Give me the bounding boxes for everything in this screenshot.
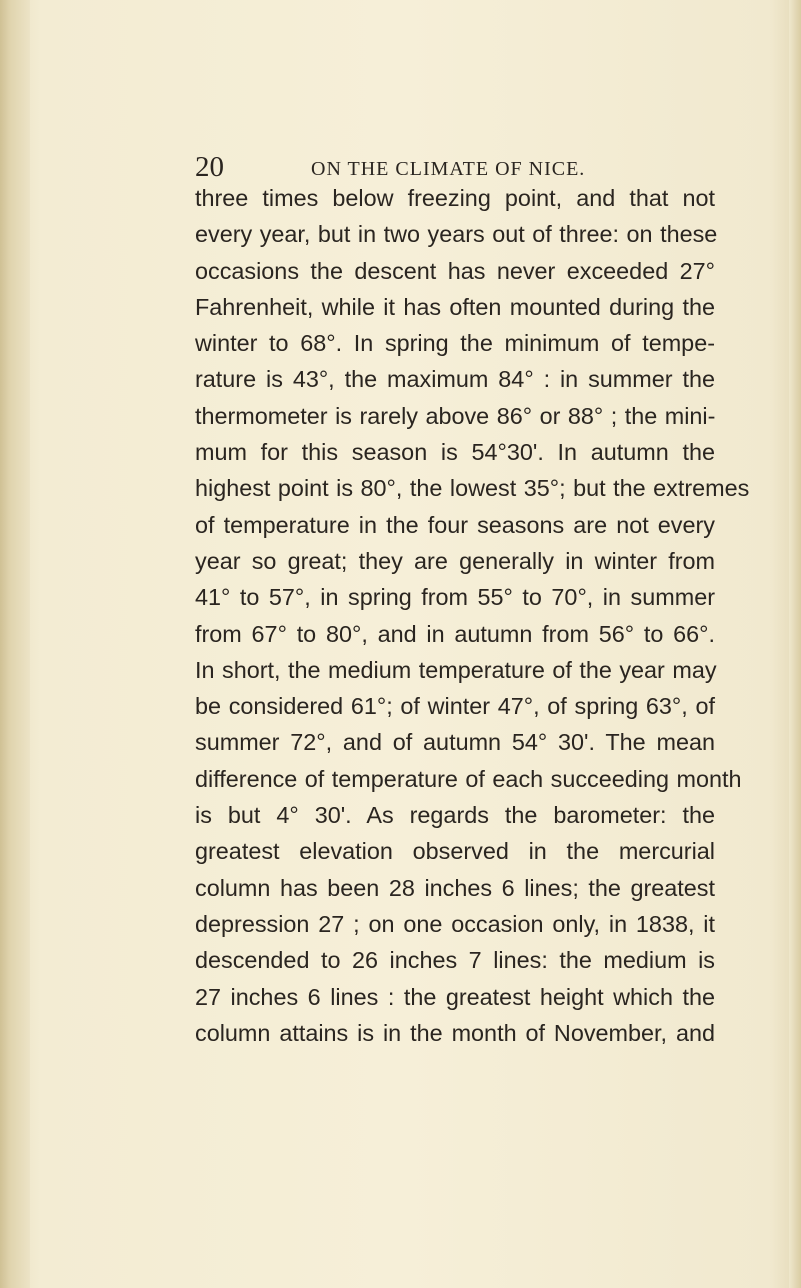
text-line: greatest elevation observed in the mercurial bbox=[195, 838, 715, 865]
text-line: highest point is 80°, the lowest 35°; but the extremes bbox=[195, 475, 750, 502]
text-line: 41° to 57°, in spring from 55° to 70°, in summer bbox=[195, 584, 715, 611]
text-line: column attains is in the month of November, and bbox=[195, 1019, 715, 1046]
text-line: depression 27 ; on one occasion only, in 1838, it bbox=[195, 910, 715, 937]
text-line: rature is 43°, the maximum 84° : in summer the bbox=[195, 366, 715, 393]
page-edge bbox=[789, 0, 801, 1288]
text-line: winter to 68°. In spring the minimum of tempe- bbox=[195, 330, 715, 357]
text-line: three times below freezing point, and that not bbox=[195, 185, 715, 211]
text-line: mum for this season is 54°30'. In autumn the bbox=[195, 439, 715, 466]
text-line: thermometer is rarely above 86° or 88° ; the mini- bbox=[195, 402, 716, 429]
text-line: summer 72°, and of autumn 54° 30'. The mean bbox=[195, 729, 715, 756]
text-line: column has been 28 inches 6 lines; the greatest bbox=[195, 874, 715, 901]
running-head: ON THE CLIMATE OF NICE. bbox=[311, 158, 586, 180]
text-line: of temperature in the four seasons are not every bbox=[195, 511, 715, 538]
text-line: occasions the descent has never exceeded 27° bbox=[195, 257, 715, 284]
body-text bbox=[195, 180, 750, 1051]
page-header bbox=[195, 152, 615, 182]
text-line: 27 inches 6 lines : the greatest height which the bbox=[195, 983, 715, 1010]
text-line: year so great; they are generally in winter from bbox=[195, 547, 715, 574]
text-line: difference of temperature of each succeeding month bbox=[195, 765, 742, 792]
text-line: from 67° to 80°, and in autumn from 56° to 66°. bbox=[195, 620, 715, 647]
text-line: descended to 26 inches 7 lines: the medium is bbox=[195, 947, 715, 974]
text-line: is but 4° 30'. As regards the barometer: the bbox=[195, 802, 715, 829]
text-line: every year, but in two years out of three: on these bbox=[195, 221, 718, 248]
text-line: In short, the medium temperature of the year may bbox=[195, 656, 717, 683]
page-number: 20 bbox=[195, 151, 224, 183]
text-line: Fahrenheit, while it has often mounted during the bbox=[195, 293, 715, 320]
binding-edge bbox=[0, 0, 30, 1288]
text-line: be considered 61°; of winter 47°, of spring 63°, of bbox=[195, 693, 715, 720]
